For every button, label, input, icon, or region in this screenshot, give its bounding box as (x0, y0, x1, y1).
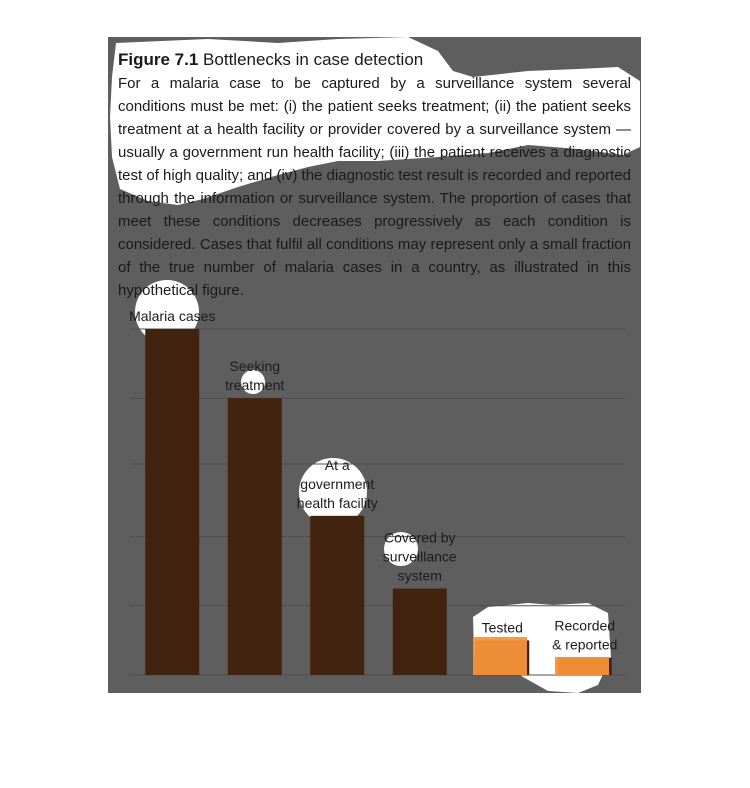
bar-label-1-line-0: Seeking (229, 358, 281, 375)
bar-label-3-line-2: system (397, 567, 442, 584)
bar-label-1-line-1: treatment (225, 377, 285, 394)
figure-title-line (118, 49, 631, 71)
bar-label-3-line-1: surveillance (382, 548, 457, 565)
bar-label-2-line-1: government (300, 475, 375, 492)
bar-3 (393, 589, 447, 676)
bar-2 (310, 516, 364, 675)
bar-label-0-line-0: Malaria cases (129, 308, 216, 324)
bar-layer (145, 329, 612, 675)
bar-label-4-line-0: Tested (481, 619, 523, 636)
orange-accent-0 (473, 637, 527, 675)
bar-label-3-line-0: Covered by (383, 529, 456, 546)
bar-0 (145, 329, 199, 675)
figure-title: Bottlenecks in case detection (203, 50, 424, 69)
bar-label-2-line-0: At a (324, 456, 350, 473)
bar-label-5-line-1: & reported (552, 636, 618, 653)
bar-label-2-line-2: health facility (296, 494, 378, 511)
bar-label-5-line-0: Recorded (554, 617, 616, 634)
label-layer (129, 308, 617, 653)
figure-label: Figure 7.1 (118, 50, 199, 69)
bar-1 (228, 398, 282, 675)
orange-accent-1 (555, 657, 609, 675)
figure-panel (108, 37, 641, 693)
figure-body-text: For a malaria case to be captured by a surveillance system several conditions must be met: (i) the patient seeks treatment; (ii) the patient seeks treatment at a health facility or provider covered by a surveillance system — usually a government run health facility; (iii) the patient receives a diagnostic test of high quality; and (iv) the diagnostic test result is recorded and reported through the information or surveillance system. The proportion of cases that meet these conditions decreases progressively as each condition is considered. Cases that fulfil all conditions may represent only a small fraction of the true number of malaria cases in a country, as illustrated in this hypothetical figure. (118, 75, 631, 299)
figure-caption (118, 49, 631, 302)
